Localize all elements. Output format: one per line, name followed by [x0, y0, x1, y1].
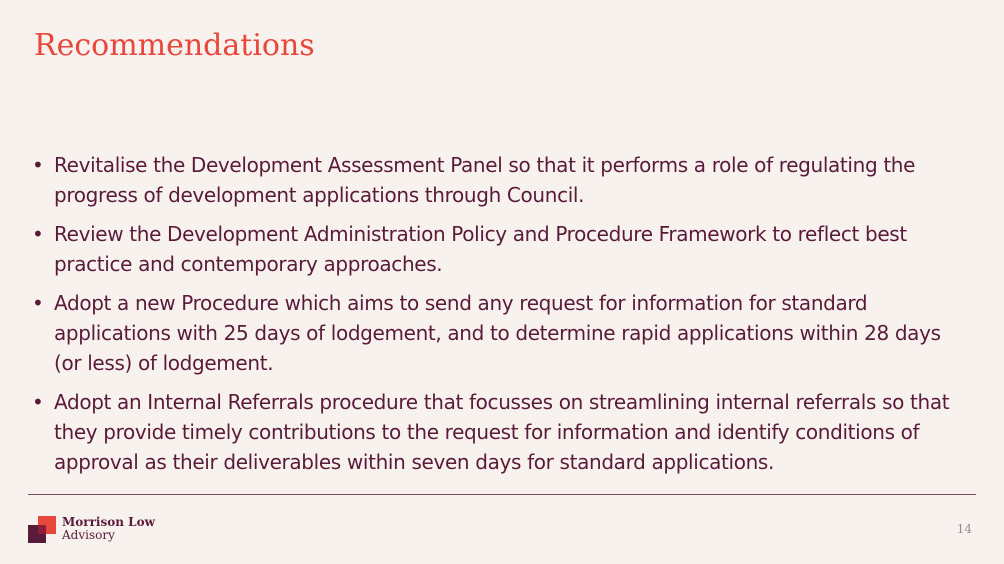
bullet-item [32, 288, 972, 378]
bullet-icon: • [32, 291, 44, 315]
bullet-list [32, 150, 972, 486]
bullet-text: Revitalise the Development Assessment Panel so that it performs a role of regulating the progress of development applications through Council. [54, 153, 916, 207]
bullet-icon: • [32, 153, 44, 177]
company-logo [28, 514, 168, 546]
logo-mark-icon [28, 516, 58, 544]
bullet-text: Review the Development Administration Policy and Procedure Framework to reflect best practice and contemporary approaches. [54, 222, 907, 276]
bullet-item [32, 387, 972, 477]
logo-line-1: Morrison Low [62, 515, 155, 529]
bullet-item [32, 150, 972, 210]
logo-text [62, 516, 155, 542]
bullet-text: Adopt an Internal Referrals procedure that focusses on streamlining internal referrals so that they provide timely contributions to the request for information and identify conditions of approval as their deliverables within seven days for standard applications. [54, 390, 950, 474]
page-number: 14 [956, 522, 972, 536]
bullet-item [32, 219, 972, 279]
logo-line-2: Advisory [62, 528, 115, 542]
bullet-icon: • [32, 222, 44, 246]
bullet-text: Adopt a new Procedure which aims to send any request for information for standard applications with 25 days of lodgement, and to determine rapid applications within 28 days (or less) of lodgement. [54, 291, 941, 375]
bullet-icon: • [32, 390, 44, 414]
footer-divider [28, 494, 976, 495]
slide-title: Recommendations [34, 28, 315, 63]
